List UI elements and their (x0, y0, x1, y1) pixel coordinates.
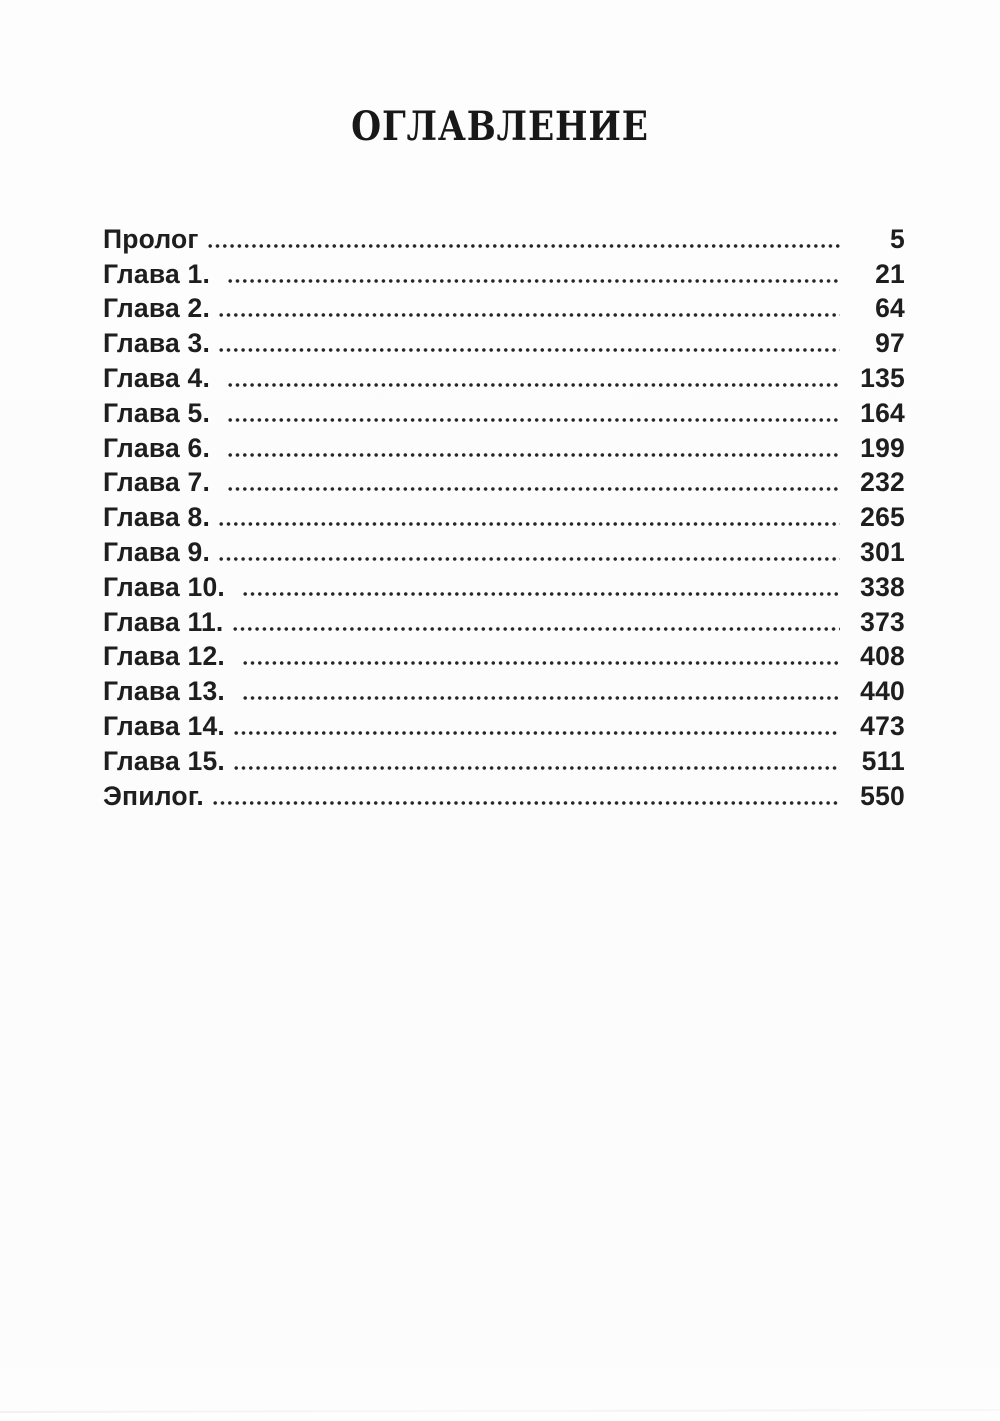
toc-entry-page-number: 473 (860, 711, 905, 742)
toc-entry (103, 535, 905, 570)
toc-entry-label: Глава 8. (103, 502, 211, 533)
toc-entry-label: Глава 5. (103, 397, 211, 428)
dot-leader (243, 661, 840, 665)
dot-leader (219, 522, 840, 526)
dot-leader (234, 731, 840, 735)
dot-leader (208, 244, 840, 248)
toc-entry (103, 292, 905, 327)
dot-leader (228, 279, 840, 283)
toc-entry-page-number: 301 (860, 537, 905, 568)
toc-entry (103, 605, 905, 640)
toc-entry-page-number: 164 (860, 397, 905, 428)
dot-leader (213, 801, 840, 805)
toc-entry-label: Глава 12. (103, 641, 225, 672)
toc-entry-page-number: 511 (861, 745, 905, 776)
toc-entry (103, 222, 905, 257)
dot-leader (243, 592, 840, 596)
toc-entry-label: Глава 7. (103, 467, 211, 498)
toc-entry (103, 744, 905, 779)
dot-leader (219, 557, 840, 561)
toc-entry-label: Глава 1. (103, 258, 211, 289)
toc-entry-page-number: 64 (875, 293, 905, 324)
toc-entry-label: Глава 13. (103, 676, 225, 707)
toc-entry-page-number: 135 (860, 363, 905, 394)
dot-leader (243, 696, 840, 700)
dot-leader (228, 453, 840, 457)
toc-entry-label: Глава 9. (103, 537, 211, 568)
toc-entry-label: Глава 10. (103, 571, 225, 602)
dot-leader (228, 383, 840, 387)
dot-leader (219, 313, 840, 317)
toc-entry-label: Глава 3. (103, 328, 211, 359)
toc-entry-page-number: 440 (860, 676, 905, 707)
toc-entry-page-number: 199 (860, 432, 905, 463)
dot-leader (233, 627, 841, 631)
toc-list (103, 222, 905, 814)
dot-leader (219, 348, 840, 352)
toc-entry (103, 674, 905, 709)
toc-entry-label: Глава 4. (103, 363, 211, 394)
toc-entry-page-number: 5 (890, 223, 905, 254)
toc-entry-label: Пролог (103, 223, 199, 254)
page-title: ОГЛАВЛЕНИЕ (351, 103, 649, 150)
toc-entry-page-number: 338 (860, 571, 905, 602)
dot-leader (234, 766, 840, 770)
toc-entry-label: Глава 15. (103, 745, 225, 776)
toc-entry (103, 466, 905, 501)
dot-leader (228, 418, 840, 422)
toc-entry-page-number: 21 (875, 258, 905, 289)
toc-entry (103, 361, 905, 396)
toc-entry-label: Глава 11. (103, 606, 224, 637)
toc-entry-label: Глава 14. (103, 711, 225, 742)
toc-entry-label: Эпилог. (103, 780, 204, 811)
toc-entry-page-number: 373 (860, 606, 905, 637)
toc-entry (103, 431, 905, 466)
toc-entry-page-number: 97 (875, 328, 905, 359)
toc-entry-page-number: 408 (860, 641, 905, 672)
dot-leader (228, 487, 840, 491)
toc-entry (103, 257, 905, 292)
toc-entry (103, 500, 905, 535)
toc-entry-label: Глава 6. (103, 432, 211, 463)
toc-entry-page-number: 550 (860, 780, 905, 811)
toc-entry (103, 779, 905, 814)
toc-entry (103, 709, 905, 744)
toc-entry (103, 570, 905, 605)
toc-entry-page-number: 232 (860, 467, 905, 498)
toc-entry (103, 396, 905, 431)
toc-entry-label: Глава 2. (103, 293, 211, 324)
toc-entry (103, 640, 905, 675)
toc-entry (103, 326, 905, 361)
toc-entry-page-number: 265 (860, 502, 905, 533)
